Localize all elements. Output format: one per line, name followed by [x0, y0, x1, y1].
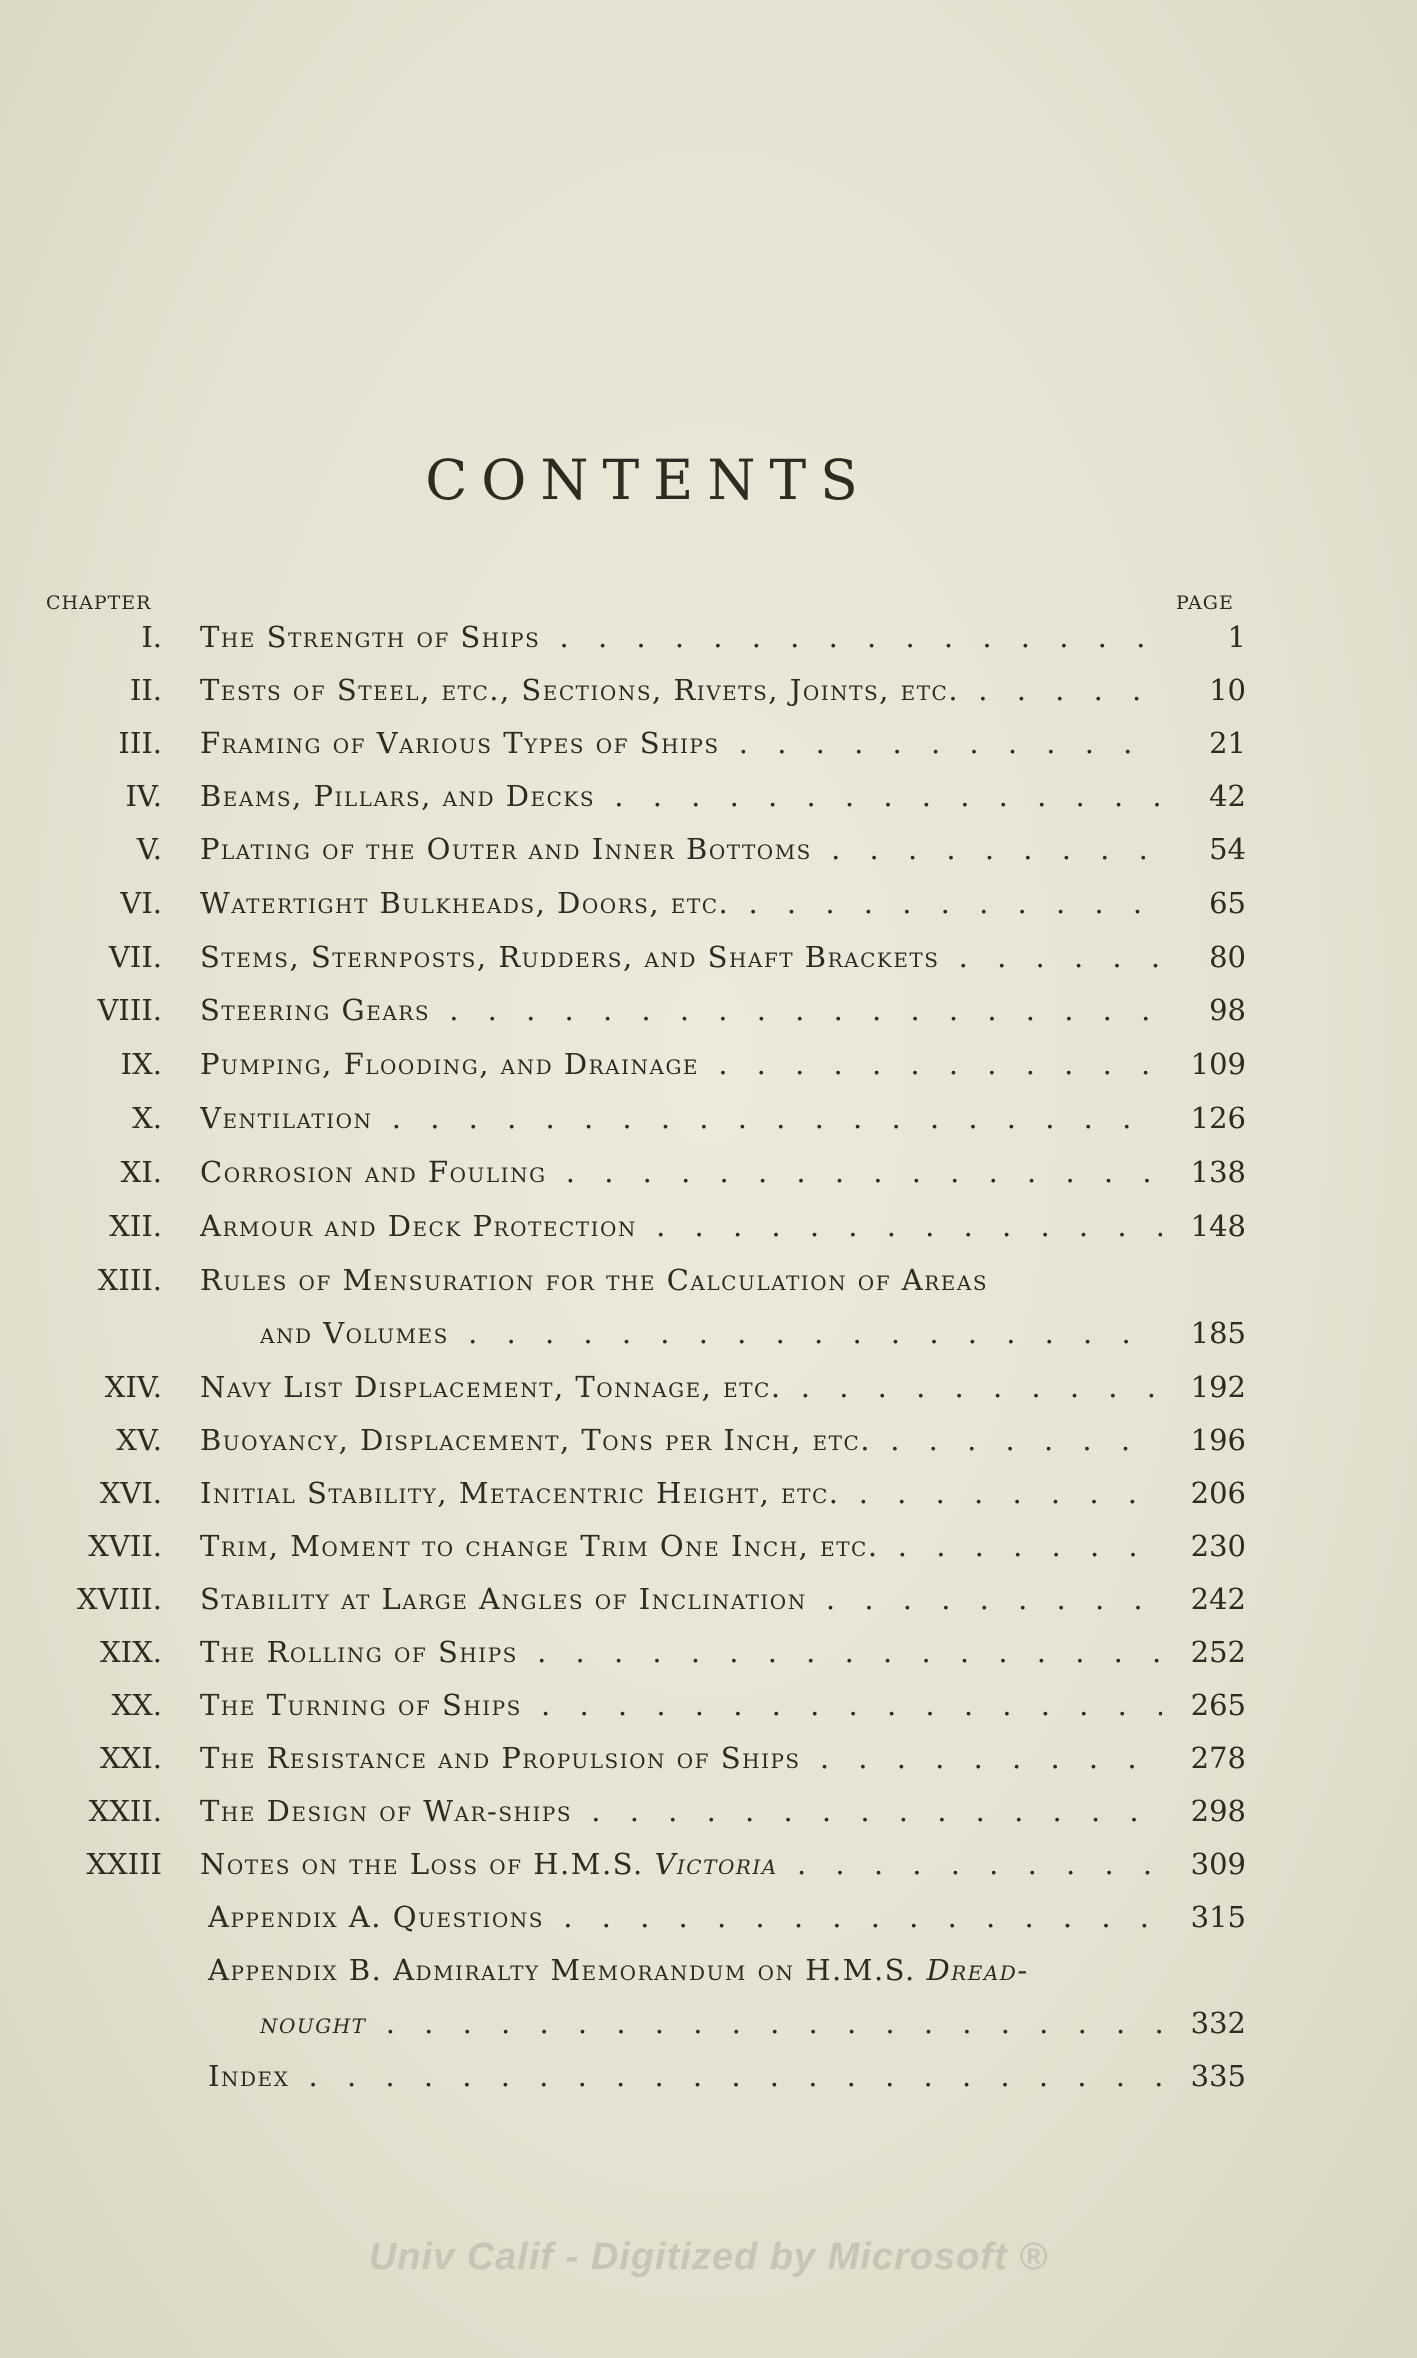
chapter-title: Armour and Deck Protection . . . — [200, 1201, 1162, 1251]
toc-row[interactable] — [0, 1039, 1417, 1089]
chapter-title: Trim, Moment to change Trim One Inch, etc. . . . — [200, 1521, 1162, 1571]
toc-row[interactable] — [0, 1680, 1417, 1730]
chapter-title: Ventilation . . . — [200, 1093, 1162, 1143]
page-number: 335 — [1190, 2059, 1246, 2093]
page-title: CONTENTS — [425, 448, 872, 512]
chapter-title: Rules of Mensuration for the Calculation of Areas — [200, 1263, 989, 1297]
page-number: 138 — [1190, 1155, 1246, 1189]
ship-name-continued: nought — [260, 2006, 367, 2040]
chapter-number: XIX. — [100, 1635, 162, 1669]
page-number: 42 — [1209, 779, 1246, 813]
chapter-number: IV. — [125, 779, 162, 813]
chapter-title: Beams, Pillars, and Decks . . . — [200, 771, 1162, 821]
chapter-number: XX. — [111, 1688, 162, 1722]
page-number: 309 — [1190, 1847, 1246, 1881]
chapter-title: Initial Stability, Metacentric Height, etc. . . . — [200, 1468, 1162, 1518]
chapter-title: Steering Gears . . . — [200, 985, 1162, 1035]
toc-row[interactable] — [0, 665, 1417, 715]
toc-row[interactable] — [0, 1255, 1417, 1305]
toc-row[interactable] — [0, 1627, 1417, 1677]
toc-row[interactable] — [0, 1468, 1417, 1518]
toc-row-continued[interactable] — [0, 1308, 1417, 1358]
page-number: 315 — [1190, 1900, 1246, 1934]
toc-row[interactable] — [0, 771, 1417, 821]
chapter-column-header: CHAPTER — [46, 592, 152, 614]
page-number: 278 — [1190, 1741, 1246, 1775]
page-column-header: PAGE — [1176, 592, 1234, 614]
chapter-number: XXII. — [88, 1794, 162, 1828]
toc-row-appendix[interactable] — [0, 1892, 1417, 1942]
chapter-title: The Resistance and Propulsion of Ships . . . — [200, 1733, 1162, 1783]
page-number: 332 — [1190, 2006, 1246, 2040]
chapter-number: XV. — [116, 1423, 162, 1457]
page-number: 298 — [1190, 1794, 1246, 1828]
toc-row[interactable] — [0, 985, 1417, 1035]
page-number: 192 — [1190, 1370, 1246, 1404]
chapter-number: I. — [141, 620, 162, 654]
chapter-number: XVIII. — [76, 1582, 162, 1616]
chapter-title: The Strength of Ships . . . — [200, 612, 1162, 662]
chapter-title: Pumping, Flooding, and Drainage . . . — [200, 1039, 1162, 1089]
page-number: 54 — [1209, 832, 1246, 866]
chapter-number: III. — [118, 726, 162, 760]
chapter-number: XXIII — [86, 1847, 162, 1881]
page-number: 126 — [1190, 1101, 1246, 1135]
chapter-number: XXI. — [100, 1741, 162, 1775]
chapter-title: Stability at Large Angles of Inclination . . . — [200, 1574, 1162, 1624]
chapter-title: Framing of Various Types of Ships . . . — [200, 718, 1162, 768]
toc-row[interactable] — [0, 718, 1417, 768]
page-number: 148 — [1190, 1209, 1246, 1243]
chapter-number: IX. — [120, 1047, 162, 1081]
page-number: 109 — [1190, 1047, 1246, 1081]
chapter-number: XVII. — [88, 1529, 162, 1563]
page-number: 242 — [1190, 1582, 1246, 1616]
toc-row[interactable] — [0, 878, 1417, 928]
page-number: 230 — [1190, 1529, 1246, 1563]
chapter-title: The Design of War-ships . . . — [200, 1786, 1162, 1836]
page-number: 1 — [1227, 620, 1246, 654]
chapter-title: Buoyancy, Displacement, Tons per Inch, etc. . . . — [200, 1415, 1162, 1465]
chapter-title: Plating of the Outer and Inner Bottoms . . . — [200, 824, 1162, 874]
toc-row-index[interactable] — [0, 2051, 1417, 2101]
chapter-title: The Rolling of Ships . . . — [200, 1627, 1162, 1677]
digitization-watermark: Univ Calif - Digitized by Microsoft ® — [368, 2236, 1049, 2278]
chapter-title: The Turning of Ships . . . — [200, 1680, 1162, 1730]
page-number: 98 — [1209, 993, 1246, 1027]
toc-row[interactable] — [0, 1733, 1417, 1783]
chapter-number: VII. — [108, 940, 162, 974]
toc-row[interactable] — [0, 1521, 1417, 1571]
chapter-number: XI. — [120, 1155, 162, 1189]
appendix-title: Appendix A. Questions . . . — [208, 1892, 1162, 1942]
chapter-number: II. — [129, 673, 162, 707]
toc-row[interactable] — [0, 1147, 1417, 1197]
chapter-title: Stems, Sternposts, Rudders, and Shaft Brackets . . . — [200, 932, 1162, 982]
chapter-number: VI. — [120, 886, 162, 920]
chapter-title: Watertight Bulkheads, Doors, etc. . . . — [200, 878, 1162, 928]
toc-row[interactable] — [0, 1839, 1417, 1889]
toc-row[interactable] — [0, 1786, 1417, 1836]
toc-row[interactable] — [0, 1201, 1417, 1251]
chapter-number: V. — [136, 832, 162, 866]
page-number: 10 — [1209, 673, 1246, 707]
appendix-title-continued — [260, 1998, 1162, 2048]
toc-row-appendix[interactable] — [0, 1945, 1417, 1995]
page-number: 185 — [1190, 1316, 1246, 1350]
toc-row[interactable] — [0, 932, 1417, 982]
page-number: 80 — [1209, 940, 1246, 974]
chapter-number: XIII. — [97, 1263, 162, 1297]
chapter-title: Corrosion and Fouling . . . — [200, 1147, 1162, 1197]
toc-row[interactable] — [0, 612, 1417, 662]
chapter-number: VIII. — [97, 993, 162, 1027]
chapter-number: X. — [132, 1101, 162, 1135]
toc-row[interactable] — [0, 1415, 1417, 1465]
page-number: 252 — [1190, 1635, 1246, 1669]
appendix-title-text: Appendix B. Admiralty Memorandum on H.M.S. — [208, 1953, 916, 1987]
toc-row[interactable] — [0, 824, 1417, 874]
toc-row[interactable] — [0, 1574, 1417, 1624]
page-number: 196 — [1190, 1423, 1246, 1457]
ship-name: Victoria — [654, 1847, 778, 1881]
chapter-title-continued: and Volumes . . . — [260, 1308, 1162, 1358]
chapter-number: XIV. — [104, 1370, 162, 1404]
page-number: 65 — [1209, 886, 1246, 920]
index-title: Index . . . — [208, 2051, 1162, 2101]
appendix-title — [208, 1945, 1162, 1995]
chapter-title: Tests of Steel, etc., Sections, Rivets, Joints, etc. . . . — [200, 665, 1162, 715]
ship-name: Dread- — [926, 1953, 1029, 1987]
chapter-number: XII. — [109, 1209, 162, 1243]
chapter-title-text: Notes on the Loss of H.M.S. — [200, 1847, 644, 1881]
toc-row[interactable] — [0, 1362, 1417, 1412]
toc-row-continued[interactable] — [0, 1998, 1417, 2048]
page-number: 206 — [1190, 1476, 1246, 1510]
page-number: 265 — [1190, 1688, 1246, 1722]
chapter-number: XVI. — [99, 1476, 162, 1510]
chapter-title — [200, 1839, 1162, 1889]
toc-row[interactable] — [0, 1093, 1417, 1143]
chapter-title: Navy List Displacement, Tonnage, etc. . . . — [200, 1362, 1162, 1412]
page-number: 21 — [1209, 726, 1246, 760]
